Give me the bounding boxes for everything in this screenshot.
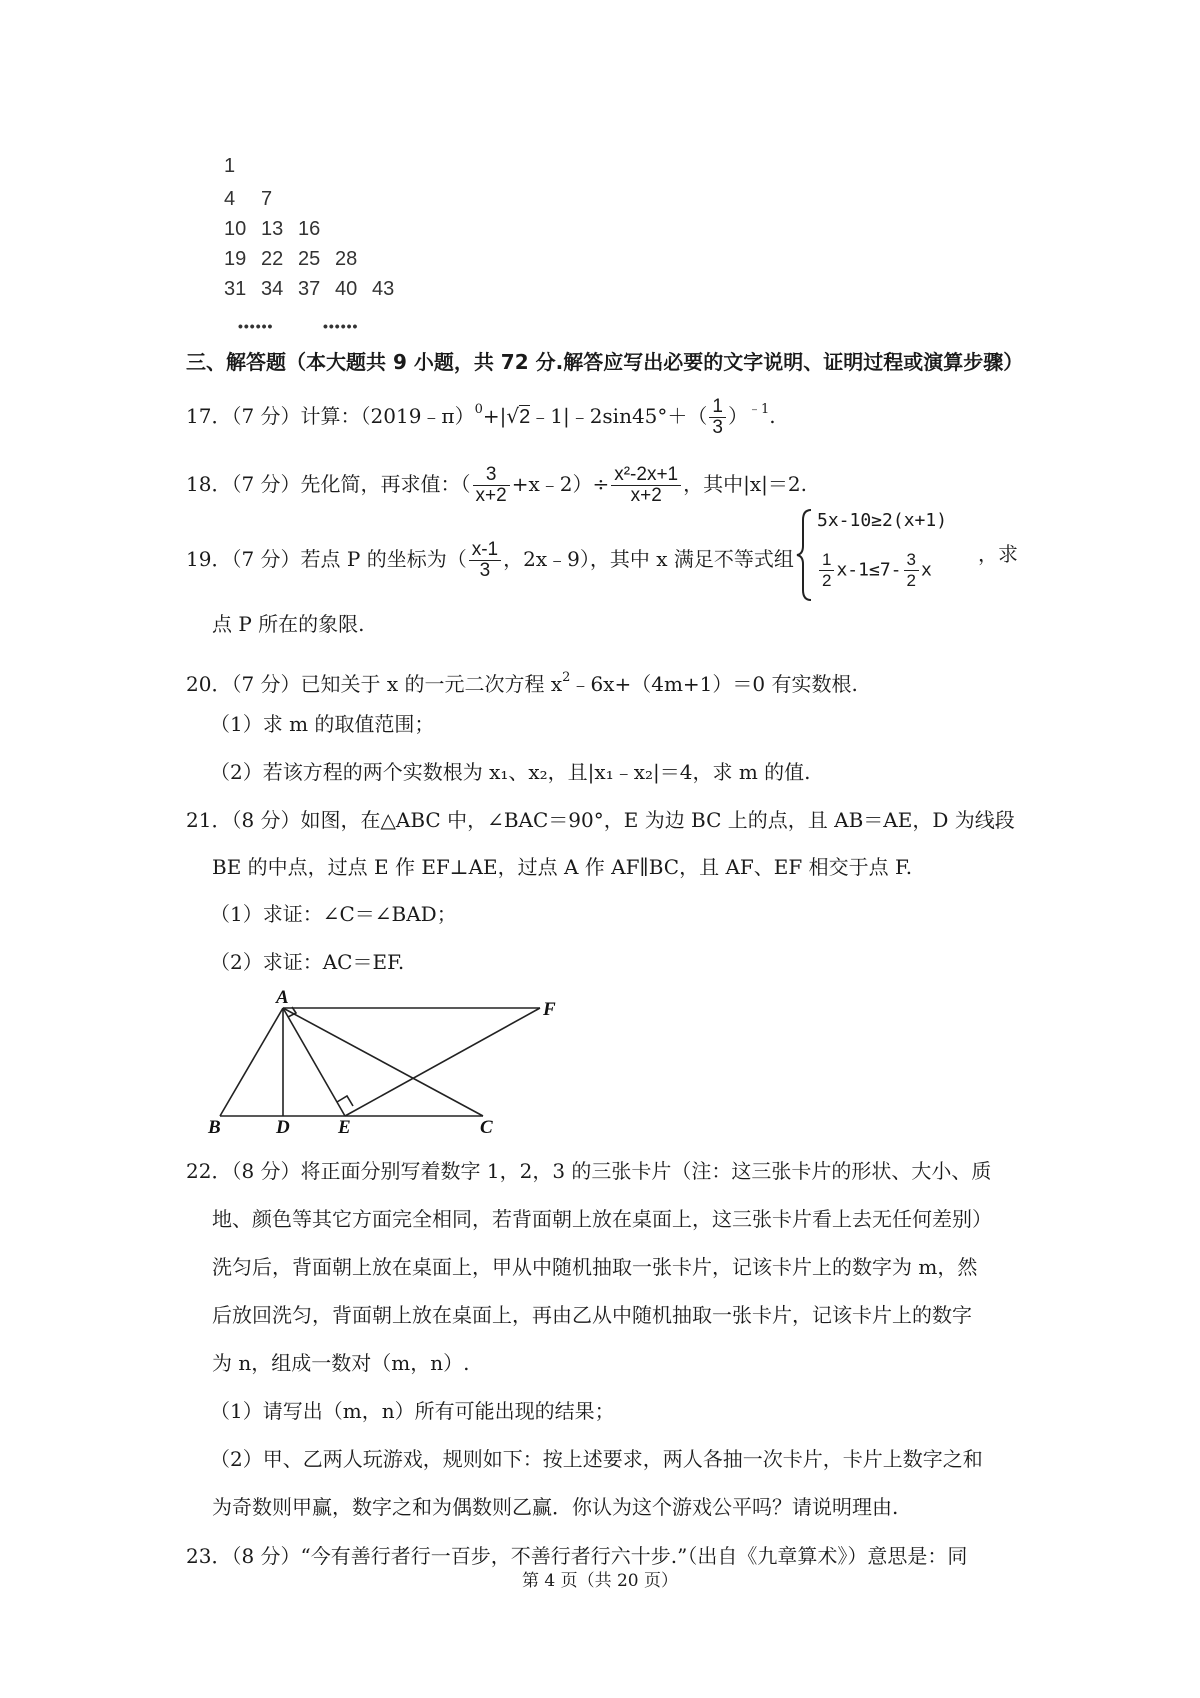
q20-text: ﹣6x+（4m+1）＝0 有实数根. [570, 672, 858, 696]
question-19 [186, 540, 794, 581]
fraction-denominator: 3 [712, 417, 723, 438]
question-18 [186, 465, 807, 506]
triangle-number: 31 [224, 278, 247, 300]
fraction [819, 550, 834, 591]
q17-text: ） [728, 404, 748, 428]
q22-sub1: （1）请写出（m，n）所有可能出现的结果； [210, 1399, 615, 1423]
question-21-line1: 21．（8 分）如图，在△ABC 中，∠BAC＝90°，E 为边 BC 上的点，且 AB＝AE，D 为线段 [186, 808, 1015, 832]
sqrt-icon: √ [506, 404, 520, 428]
geometry-figure [200, 985, 580, 1135]
q17-text: +| [482, 404, 507, 428]
triangle-number: 10 [224, 218, 247, 240]
q20-sub1: （1）求 m 的取值范围； [210, 712, 435, 736]
fraction-numerator: 3 [904, 550, 919, 571]
triangle-number: 19 [224, 248, 247, 270]
q18-text: +x﹣2）÷ [511, 472, 610, 496]
q19-tail: ，求 [978, 542, 1018, 566]
fraction-denominator: x+2 [630, 485, 662, 506]
label-C: C [480, 1117, 493, 1135]
triangle-number: 37 [298, 278, 321, 300]
inequality-text: x [920, 559, 932, 581]
fraction [709, 397, 726, 438]
fraction-denominator: 2 [822, 571, 832, 590]
triangle-number: 16 [298, 218, 321, 240]
fraction-numerator: x²-2x+1 [611, 465, 681, 486]
q17-exponent: ﹣1 [748, 402, 770, 417]
triangle-row [224, 248, 372, 271]
fraction-numerator: 3 [473, 465, 510, 486]
question-20 [186, 664, 858, 698]
triangle-row [224, 155, 261, 178]
q19-text: ，2x﹣9），其中 x 满足不等式组 [503, 547, 794, 571]
inequality-text: x-1≤7- [836, 559, 902, 581]
triangle-number: 22 [261, 248, 284, 270]
ellipsis-dots: •••••• [323, 318, 359, 334]
q22-sub2-cont: 为奇数则甲赢，数字之和为偶数则乙赢．你认为这个游戏公平吗？请说明理由. [212, 1495, 899, 1519]
fraction-denominator: 2 [906, 571, 916, 590]
fraction-numerator: x-1 [469, 540, 501, 561]
q22-sub2: （2）甲、乙两人玩游戏，规则如下：按上述要求，两人各抽一次卡片，卡片上数字之和 [210, 1447, 983, 1471]
question-21-line2: BE 的中点，过点 E 作 EF⊥AE，过点 A 作 AF∥BC，且 AF、EF 相交于点 F. [212, 855, 913, 879]
triangle-number: 43 [372, 278, 395, 300]
ellipsis-dots: •••••• [238, 318, 274, 334]
fraction [904, 550, 919, 591]
question-17 [186, 396, 776, 438]
section-title: 三、解答题（本大题共 9 小题，共 72 分.解答应写出必要的文字说明、证明过程或演算步骤） [186, 350, 1024, 374]
fraction [611, 465, 681, 506]
q18-text: 18．（7 分）先化简，再求值：（ [186, 472, 471, 496]
q17-exponent: 0 [474, 402, 483, 417]
segment-AC [283, 1008, 483, 1116]
label-F: F [543, 999, 556, 1020]
q19-text: 19．（7 分）若点 P 的坐标为（ [186, 547, 467, 571]
triangle-number: 40 [335, 278, 358, 300]
question-22-line: 洗匀后，背面朝上放在桌面上，甲从中随机抽取一张卡片，记该卡片上的数字为 m，然 [212, 1255, 978, 1279]
q21-sub2: （2）求证：AC＝EF. [210, 950, 405, 974]
right-angle-mark-icon [337, 1096, 353, 1106]
inequality-1: 5x-10≥2(x+1) [817, 510, 948, 531]
segment-AB [220, 1008, 283, 1116]
triangle-row [224, 278, 409, 301]
triangle-number: 13 [261, 218, 284, 240]
triangle-number: 34 [261, 278, 284, 300]
q20-sub2: （2）若该方程的两个实数根为 x₁、x₂，且|x₁﹣x₂|＝4，求 m 的值. [210, 760, 811, 784]
triangle-number: 1 [224, 155, 236, 177]
label-B: B [208, 1117, 221, 1135]
question-22-line: 为 n，组成一数对（m，n）. [212, 1351, 470, 1375]
label-A: A [276, 987, 289, 1008]
question-22-line: 地、颜色等其它方面完全相同，若背面朝上放在桌面上，这三张卡片看上去无任何差别） [212, 1207, 992, 1231]
q20-exponent: 2 [562, 670, 571, 685]
q21-sub1: （1）求证：∠C＝∠BAD； [210, 902, 457, 926]
fraction [469, 540, 501, 581]
triangle-number: 4 [224, 188, 236, 210]
triangle-number: 7 [261, 188, 273, 210]
fraction-denominator: x+2 [475, 485, 507, 506]
q17-text: 17．（7 分）计算：（2019﹣π） [186, 404, 475, 428]
fraction [473, 465, 510, 506]
page-footer: 第 4 页（共 20 页） [521, 1571, 679, 1591]
label-E: E [338, 1117, 351, 1135]
fraction-numerator: 1 [709, 397, 726, 418]
fraction-denominator: 3 [479, 560, 491, 581]
question-22-line: 22．（8 分）将正面分别写着数字 1，2，3 的三张卡片（注：这三张卡片的形状、大小、质 [186, 1159, 992, 1183]
q17-text: ﹣1|﹣2sin45°＋（ [530, 404, 708, 428]
left-brace-icon [795, 508, 815, 602]
segment-EF [345, 1008, 540, 1116]
q19-line2: 点 P 所在的象限. [212, 612, 365, 636]
triangle-number: 25 [298, 248, 321, 270]
fraction-numerator: 1 [819, 550, 834, 571]
sqrt-content: 2 [519, 406, 531, 428]
label-D: D [276, 1117, 290, 1135]
q17-text: . [769, 404, 776, 428]
question-23: 23．（8 分）“今有善行者行一百步，不善行者行六十步.”（出自《九章算术》）意思是：同 [186, 1544, 968, 1568]
inequality-system [795, 508, 985, 602]
question-22-line: 后放回洗匀，背面朝上放在桌面上，再由乙从中随机抽取一张卡片，记该卡片上的数字 [212, 1303, 972, 1327]
triangle-row [224, 188, 298, 211]
triangle-number: 28 [335, 248, 358, 270]
triangle-row [224, 218, 335, 241]
q20-text: 20．（7 分）已知关于 x 的一元二次方程 x [186, 672, 563, 696]
q18-text: ，其中|x|＝2. [683, 472, 807, 496]
inequality-2 [817, 550, 932, 591]
